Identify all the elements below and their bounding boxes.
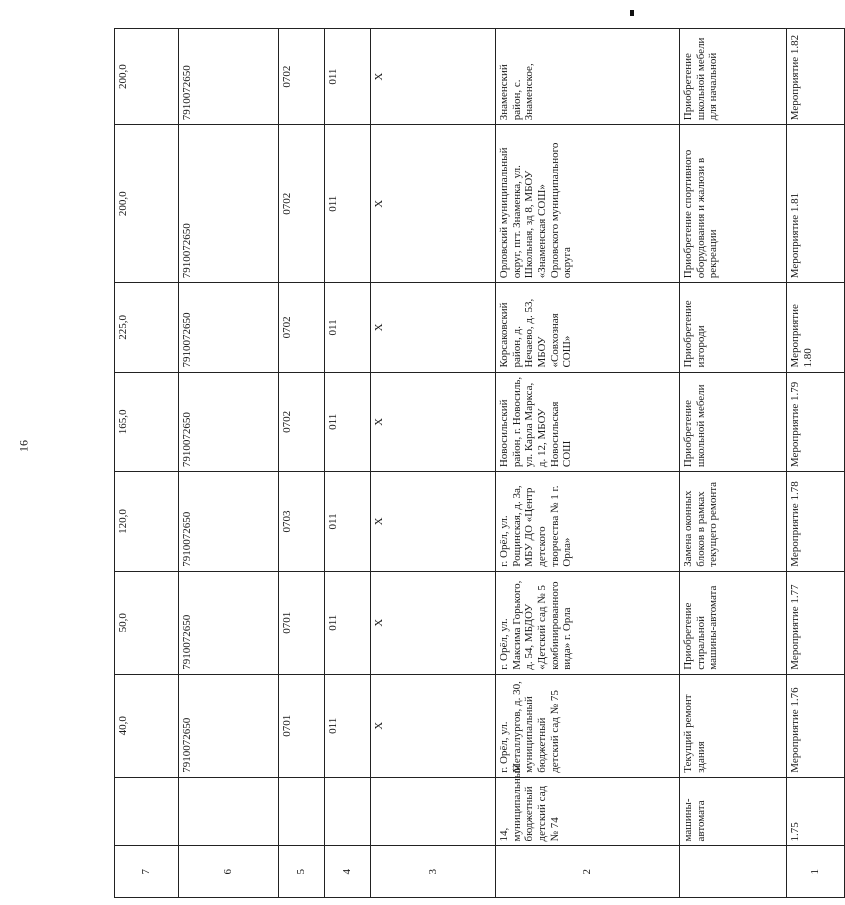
table-cell-c6: 7910072650 [179, 372, 279, 472]
header-cell: 1 [787, 846, 845, 898]
table-cell-c6: 7910072650 [179, 472, 279, 572]
table-cell-id: Мероприятие 1.76 [787, 674, 845, 777]
table-cell-c5 [279, 777, 325, 846]
table-cell-c3: X [371, 29, 496, 125]
table-cell-name: Приобретение изгороди [680, 283, 787, 372]
table-cell-c4: 011 [325, 472, 371, 572]
table-cell-name: Приобретение стиральной машины-автомата [680, 571, 787, 674]
table-cell-c5: 0701 [279, 571, 325, 674]
table-cell-c7: 200,0 [115, 125, 179, 283]
table-cell-name: Приобретение спортивного оборудования и жалюзи в рекреации [680, 125, 787, 283]
table-cell-address: Орловский муниципальный округ, пгт. Знаменка, ул. Школьная, зд 8, МБОУ «Знаменская СОШ» Орловского муниципального округа [496, 125, 680, 283]
table-cell-c3: X [371, 283, 496, 372]
table-cell-c4: 011 [325, 283, 371, 372]
table-cell-c7: 50,0 [115, 571, 179, 674]
table-cell-c5: 0702 [279, 283, 325, 372]
header-cell: 4 [325, 846, 371, 898]
table-row [496, 29, 680, 898]
scan-edge-mark [630, 10, 634, 16]
table-cell-c7: 165,0 [115, 372, 179, 472]
table-cell-c3: X [371, 674, 496, 777]
table-cell-c3: X [371, 571, 496, 674]
table-cell-name: Замена оконных блоков в рамках текущего ремонта [680, 472, 787, 572]
table-cell-id: Мероприятие 1.81 [787, 125, 845, 283]
table-cell-address: г. Орёл, ул. Рощинская, д. 3а, МБУ ДО «Центр детского творчества № 1 г. Орла» [496, 472, 680, 572]
table-row [179, 29, 279, 898]
table-row [787, 29, 845, 898]
table-cell-c3: X [371, 472, 496, 572]
table-cell-c5: 0702 [279, 372, 325, 472]
table-cell-id: 1.75 [787, 777, 845, 846]
table-cell-c4: 011 [325, 571, 371, 674]
table-cell-c6: 7910072650 [179, 571, 279, 674]
table-cell-c7 [115, 777, 179, 846]
table-cell-c7: 120,0 [115, 472, 179, 572]
table-cell-c5: 0703 [279, 472, 325, 572]
table-cell-c4: 011 [325, 674, 371, 777]
table-cell-c6: 7910072650 [179, 283, 279, 372]
table-cell-c6: 7910072650 [179, 29, 279, 125]
table-cell-address: Знаменский район, с. Знаменское, [496, 29, 680, 125]
table-cell-name: Приобретение школьной мебели [680, 372, 787, 472]
header-cell [680, 846, 787, 898]
page-number: 16 [16, 440, 31, 452]
table-cell-name: машины-автомата [680, 777, 787, 846]
table-cell-id: Мероприятие 1.78 [787, 472, 845, 572]
table-cell-c5: 0701 [279, 674, 325, 777]
table-cell-name: Приобретение школьной мебели для начальной [680, 29, 787, 125]
table-cell-address: г. Орёл, ул. Металлургов, д. 30, муниципальный бюджетный детский сад № 75 [496, 674, 680, 777]
table-row [325, 29, 371, 898]
table-cell-c3 [371, 777, 496, 846]
header-cell: 2 [496, 846, 680, 898]
table-row [279, 29, 325, 898]
budget-table [114, 28, 845, 898]
table-cell-c5: 0702 [279, 29, 325, 125]
table-cell-id: Мероприятие 1.80 [787, 283, 845, 372]
table-cell-c5: 0702 [279, 125, 325, 283]
header-cell: 6 [179, 846, 279, 898]
table-cell-c3: X [371, 372, 496, 472]
table-row [680, 29, 787, 898]
header-cell: 5 [279, 846, 325, 898]
table-container [114, 28, 822, 905]
table-cell-c4 [325, 777, 371, 846]
header-cell: 7 [115, 846, 179, 898]
table-cell-c7: 40,0 [115, 674, 179, 777]
table-cell-c6 [179, 777, 279, 846]
table-cell-c3: X [371, 125, 496, 283]
table-cell-name: Текущий ремонт здания [680, 674, 787, 777]
table-cell-c7: 225,0 [115, 283, 179, 372]
table-cell-c4: 011 [325, 29, 371, 125]
table-cell-c4: 011 [325, 125, 371, 283]
header-cell: 3 [371, 846, 496, 898]
table-row [115, 29, 179, 898]
table-cell-address: 14, муниципальный бюджетный детский сад № 74 [496, 777, 680, 846]
table-cell-address: г. Орёл, ул. Максима Горького, д. 54, МБДОУ «Детский сад № 5 комбинированного вида» г. Орла [496, 571, 680, 674]
table-cell-c4: 011 [325, 372, 371, 472]
table-cell-id: Мероприятие 1.77 [787, 571, 845, 674]
table-cell-c7: 200,0 [115, 29, 179, 125]
table-cell-address: Новосильский район, г. Новосиль, ул. Карла Маркса, д. 12, МБОУ Новосильская СОШ [496, 372, 680, 472]
table-cell-id: Мероприятие 1.82 [787, 29, 845, 125]
table-cell-c6: 7910072650 [179, 125, 279, 283]
table-cell-id: Мероприятие 1.79 [787, 372, 845, 472]
table-cell-c6: 7910072650 [179, 674, 279, 777]
table-row [371, 29, 496, 898]
table-cell-address: Корсаковский район, д. Нечаево, д. 53, МБОУ «Совхозная СОШ» [496, 283, 680, 372]
